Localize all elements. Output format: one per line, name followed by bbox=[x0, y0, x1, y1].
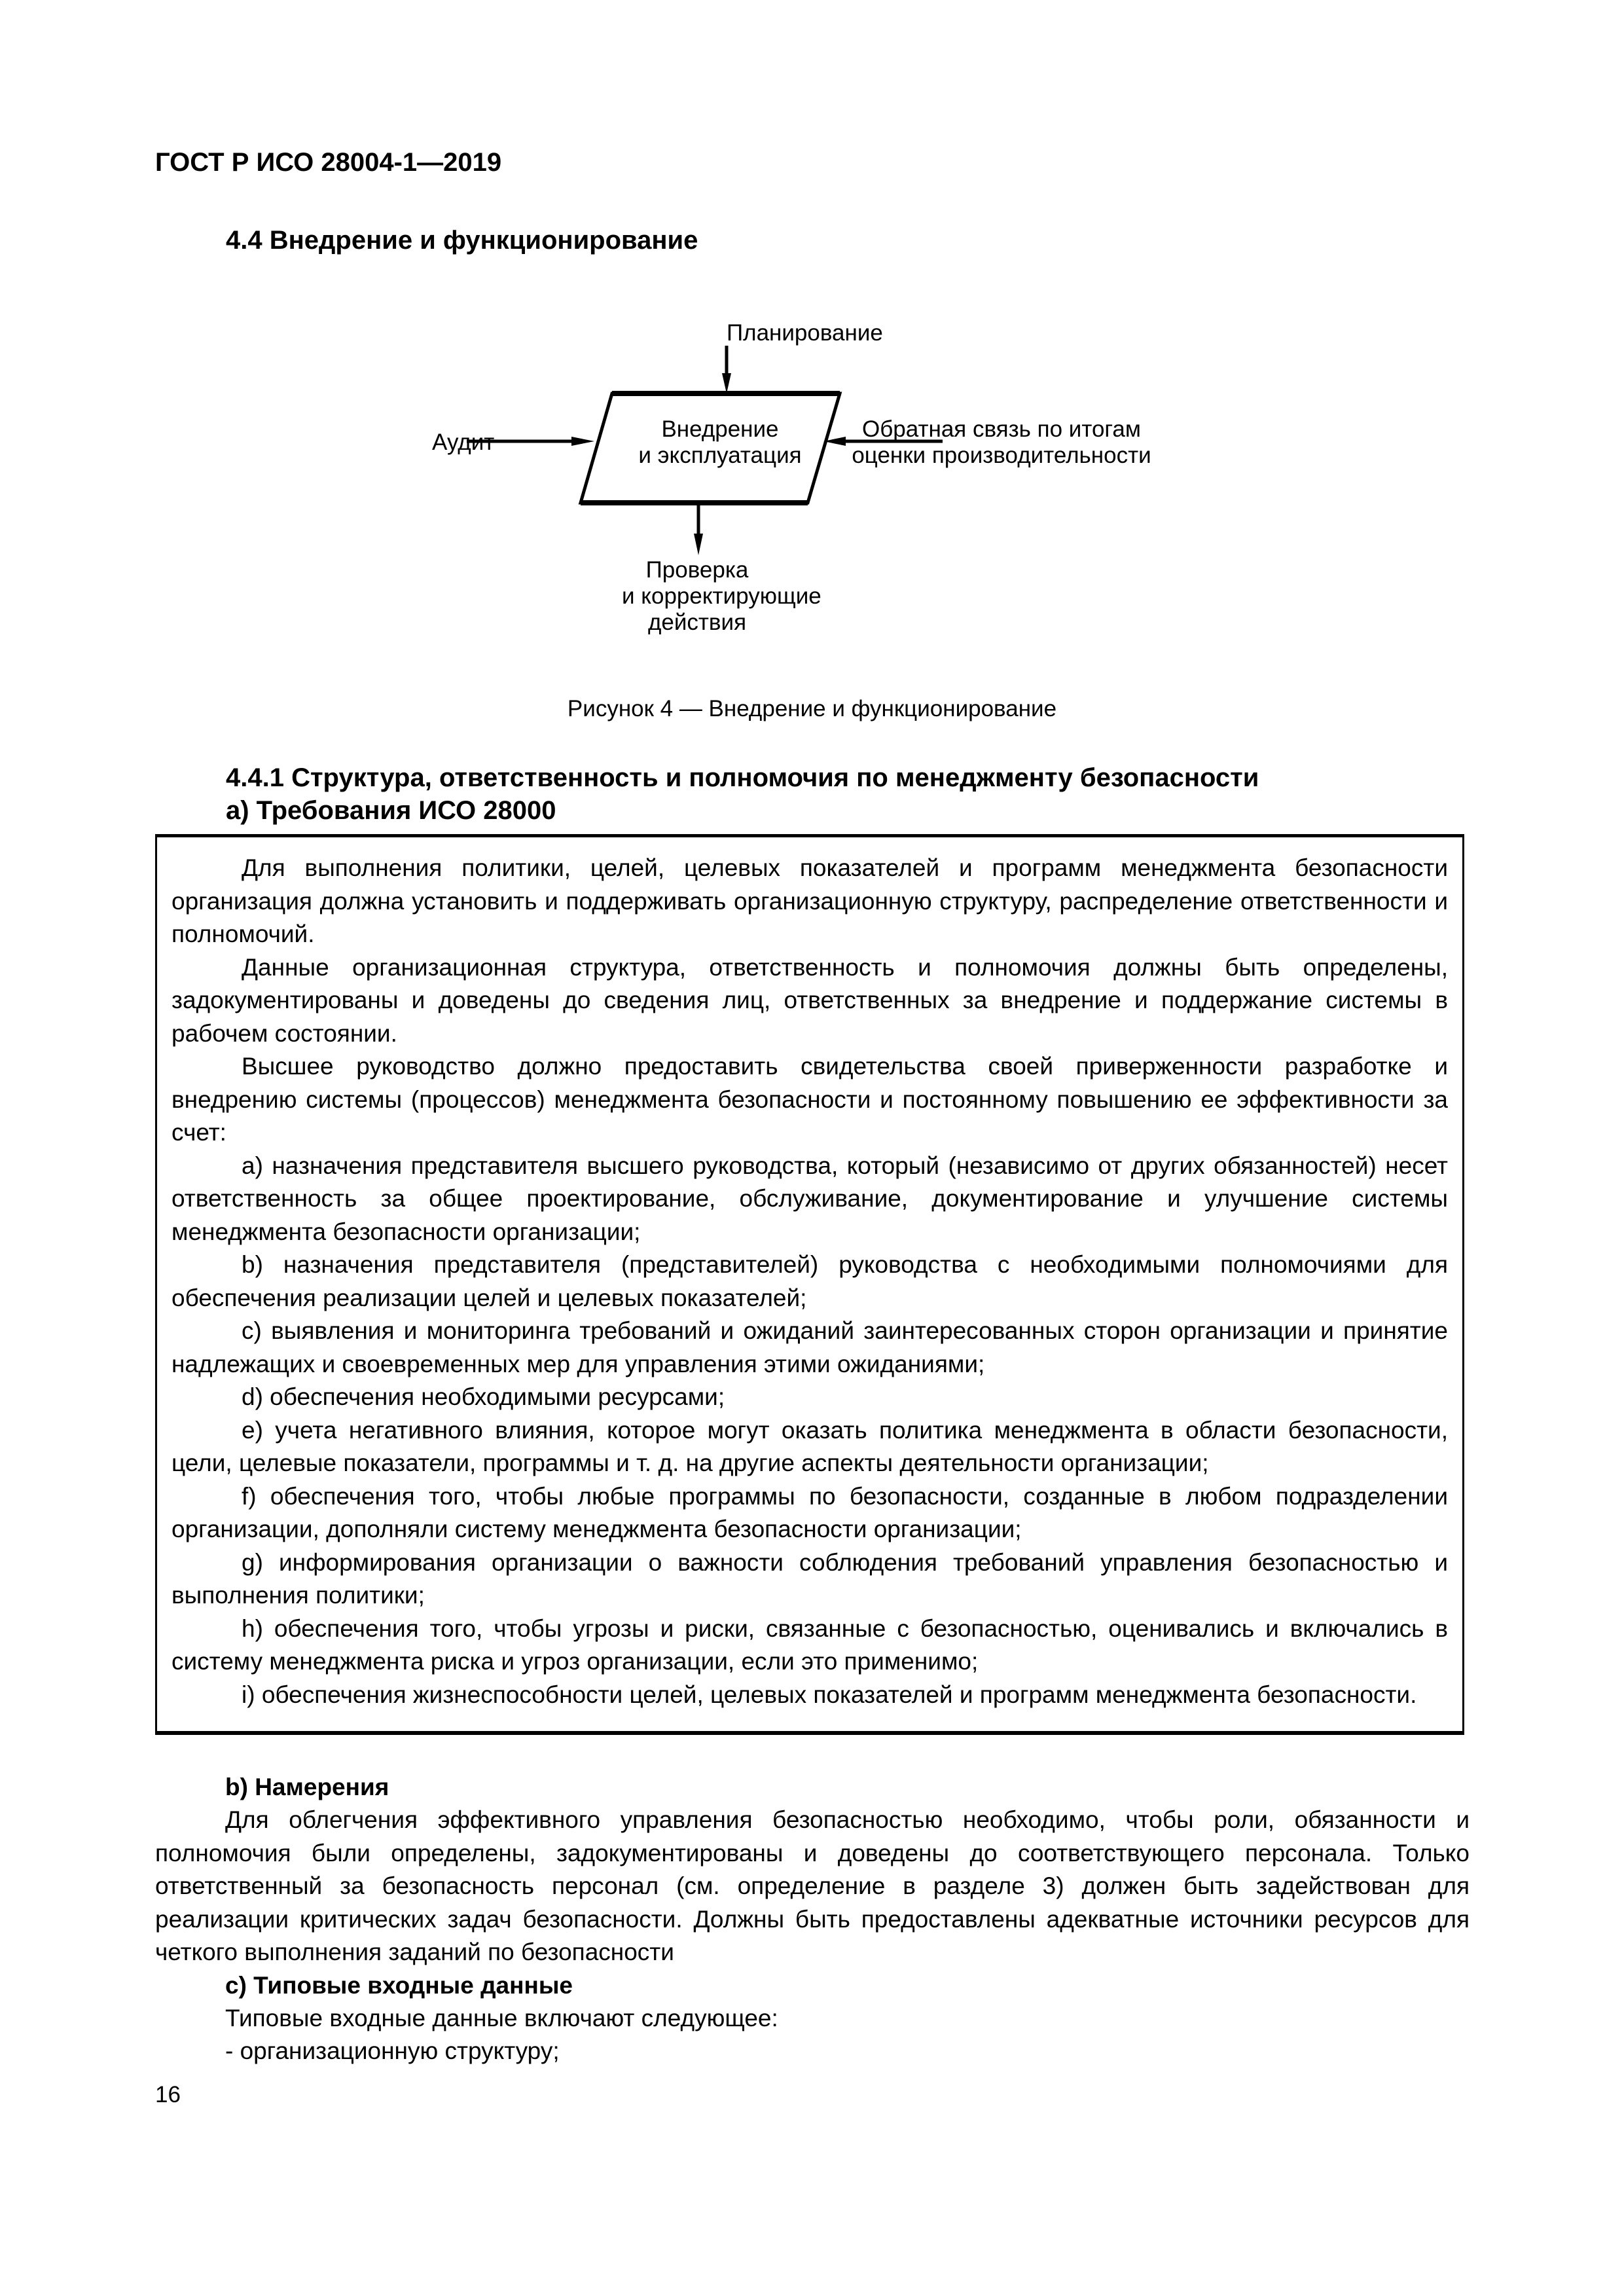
diagram-label-check-line1: Проверка bbox=[645, 557, 749, 583]
subsection-heading bbox=[226, 761, 1259, 827]
section-title: 4.4 Внедрение и функционирование bbox=[226, 226, 698, 255]
subsection-title: 4.4.1 Структура, ответственность и полномочия по менеджменту безопасности bbox=[226, 763, 1259, 792]
req-item-e: e) учета негативного влияния, которое могут оказать политика менеджмента в области безопасности, цели, целевые показатели, программы и т. д. на другие аспекты деятельности организации; bbox=[171, 1416, 1448, 1476]
diagram-label-feedback-line2: оценки производительности bbox=[852, 443, 1151, 468]
document-header-standard-id: ГОСТ Р ИСО 28004-1—2019 bbox=[155, 148, 502, 177]
diagram-center-line2: и эксплуатация bbox=[638, 443, 802, 468]
requirements-heading: a) Требования ИСО 28000 bbox=[226, 796, 556, 825]
figure-diagram bbox=[425, 295, 1276, 661]
req-item-a: a) назначения представителя высшего руководства, который (независимо от других обязанностей) несет ответственность за общее проектирование, обслуживание, документирование и улучшение системы менеджмента безопасности организации; bbox=[171, 1152, 1448, 1245]
req-item-c: c) выявления и мониторинга требований и ожиданий заинтересованных сторон организации и принятие надлежащих и своевременных мер для управления этими ожиданиями; bbox=[171, 1317, 1448, 1377]
typical-inputs-heading: c) Типовые входные данные bbox=[225, 1971, 573, 1999]
req-item-b: b) назначения представителя (представителей) руководства с необходимыми полномочиями для обеспечения реализации целей и целевых показателей; bbox=[171, 1251, 1448, 1311]
figure-caption: Рисунок 4 — Внедрение и функционирование bbox=[567, 696, 1057, 721]
req-item-d: d) обеспечения необходимыми ресурсами; bbox=[242, 1383, 725, 1410]
intentions-text: Для облегчения эффективного управления безопасностью необходимо, чтобы роли, обязанности и полномочия были определены, задокументированы и доведены до соответствующего персонала. Только ответственный за безопасность персонал (см. определение в разделе 3) должен быть задействован для реализации критических задач безопасности. Должны быть предоставлены адекватные источники ресурсов для четкого выполнения заданий по безопасности bbox=[155, 1806, 1470, 1965]
req-item-g: g) информирования организации о важности соблюдения требований управления безопасностью и выполнения политики; bbox=[171, 1548, 1448, 1609]
diagram-label-audit: Аудит bbox=[432, 429, 495, 455]
diagram-label-check-line2: и корректирующие bbox=[622, 583, 821, 609]
req-paragraph: Данные организационная структура, ответственность и полномочия должны быть определены, задокументированы и доведены до сведения лиц, ответственных за внедрение и поддержание системы в рабочем состоянии. bbox=[171, 953, 1448, 1047]
req-paragraph: Высшее руководство должно предоставить свидетельства своей приверженности разработке и внедрению системы (процессов) менеджмента безопасности и постоянному повышению ее эффективности за счет: bbox=[171, 1053, 1448, 1146]
diagram-label-planning: Планирование bbox=[727, 320, 883, 346]
diagram-label-feedback-line1: Обратная связь по итогам bbox=[862, 416, 1141, 442]
diagram-shapes bbox=[425, 295, 1276, 661]
req-item-i: i) обеспечения жизнеспособности целей, целевых показателей и программ менеджмента безопасности. bbox=[242, 1681, 1417, 1708]
page-number: 16 bbox=[155, 2082, 181, 2107]
intentions-heading: b) Намерения bbox=[225, 1774, 389, 1800]
diagram-center-line1: Внедрение bbox=[661, 416, 779, 442]
post-box-content bbox=[155, 1771, 1470, 2068]
typical-inputs-item: - организационную структуру; bbox=[225, 2037, 560, 2064]
requirements-box bbox=[155, 834, 1464, 1735]
req-item-h: h) обеспечения того, чтобы угрозы и риски, связанные с безопасностью, оценивались и включались в систему менеджмента риска и угроз организации, если это применимо; bbox=[171, 1614, 1448, 1675]
req-paragraph: Для выполнения политики, целей, целевых показателей и программ менеджмента безопасности организация должна установить и поддерживать организационную структуру, распределение ответственности и полномочий. bbox=[171, 854, 1448, 947]
req-item-f: f) обеспечения того, чтобы любые программы по безопасности, созданные в любом подразделении организации, дополняли систему менеджмента безопасности организации; bbox=[171, 1482, 1448, 1542]
typical-inputs-intro: Типовые входные данные включают следующее: bbox=[225, 2004, 778, 2032]
diagram-label-check-line3: действия bbox=[647, 610, 747, 635]
